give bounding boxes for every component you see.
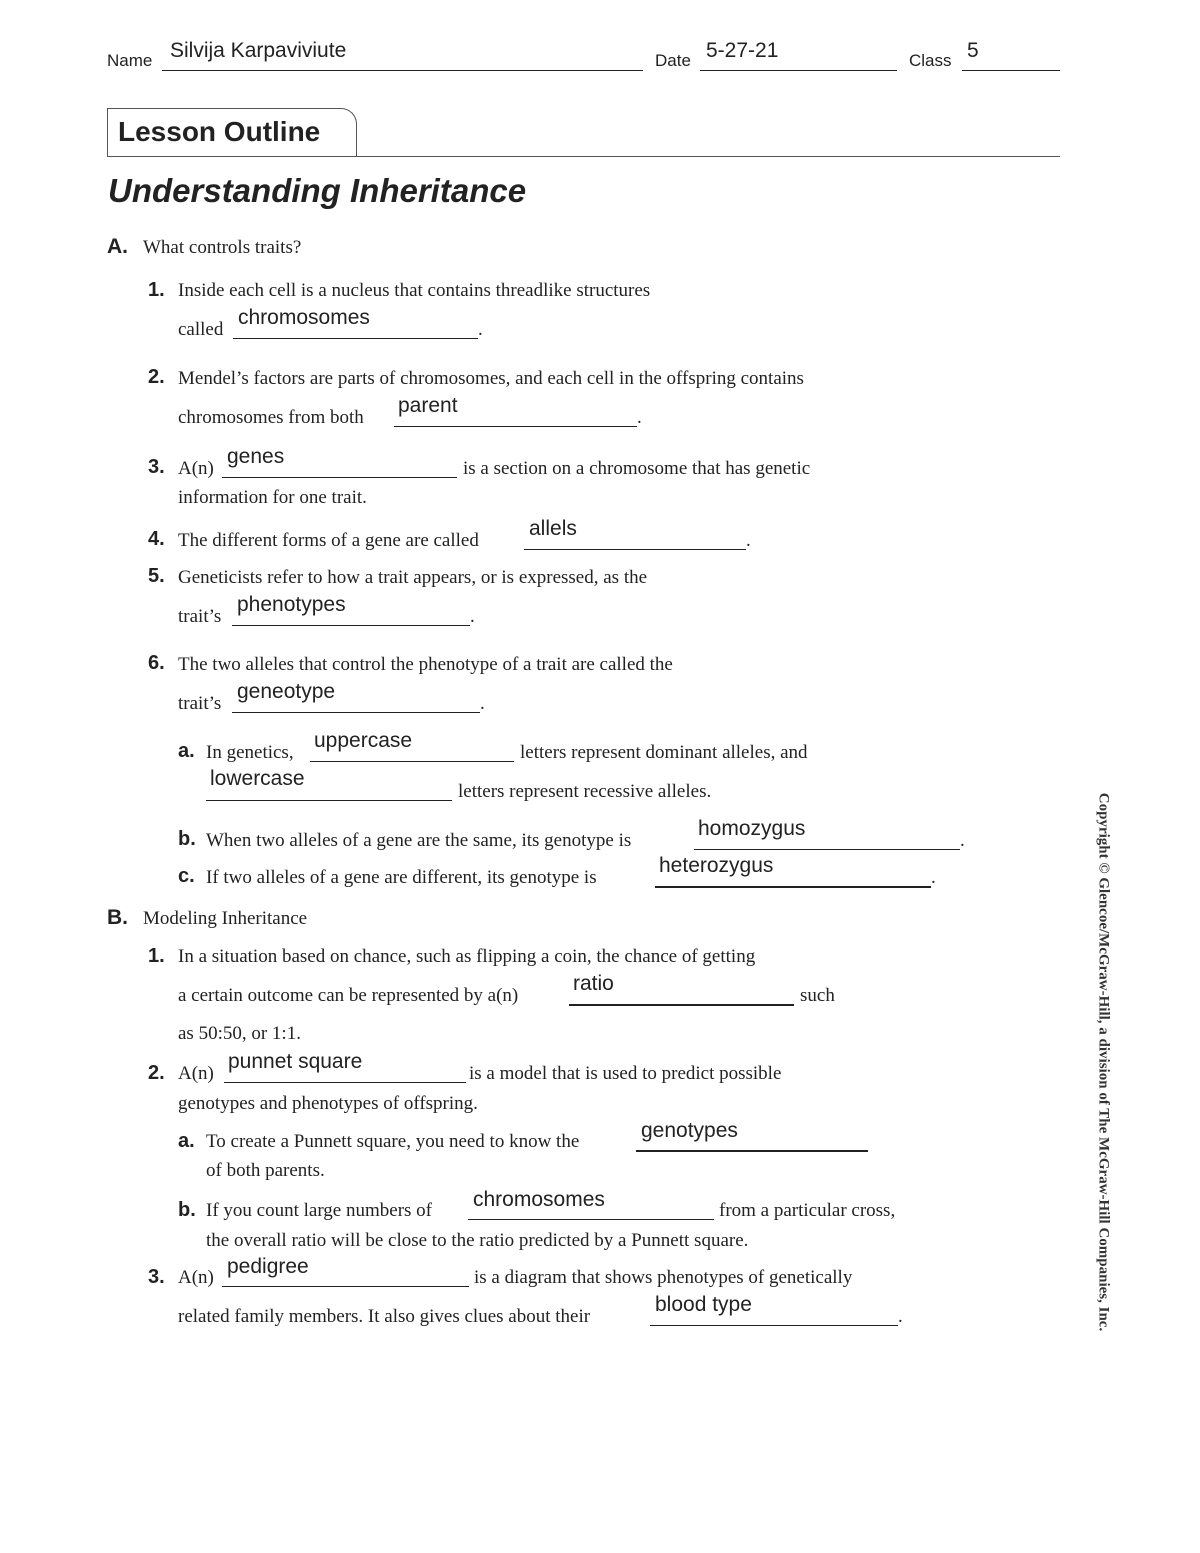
- a6a-letter: a.: [178, 740, 195, 762]
- b1-line1: In a situation based on chance, such as flipping a coin, the chance of getting: [178, 946, 756, 967]
- a1-pre: called: [178, 319, 224, 340]
- b2a-answer-line: [636, 1150, 868, 1152]
- a4-answer-line: [524, 549, 746, 550]
- a6c-answer[interactable]: heterozygus: [659, 854, 774, 877]
- b3-answer2[interactable]: blood type: [655, 1293, 752, 1316]
- class-field-line: [962, 70, 1060, 71]
- copyright-notice: Copyright © Glencoe/McGraw-Hill, a division of The McGraw-Hill Companies, Inc.: [1095, 792, 1112, 1332]
- name-label: Name: [107, 51, 153, 70]
- a1-line1: Inside each cell is a nucleus that contains threadlike structures: [178, 280, 651, 301]
- b2-answer[interactable]: punnet square: [228, 1050, 363, 1073]
- a6c-post: .: [931, 867, 936, 888]
- a3-number: 3.: [148, 456, 165, 478]
- b2b-pre: If you count large numbers of: [206, 1200, 433, 1221]
- a3-answer-line: [222, 477, 457, 478]
- b3-answer-line: [222, 1286, 469, 1287]
- section-b-heading: Modeling Inheritance: [143, 908, 308, 929]
- b2b-letter: b.: [178, 1199, 196, 1221]
- a3-line2: information for one trait.: [178, 487, 367, 508]
- a6b-post: .: [960, 830, 965, 851]
- b3-post: is a diagram that shows phenotypes of genetically: [474, 1267, 853, 1288]
- a3-post: is a section on a chromosome that has genetic: [463, 458, 811, 479]
- tab-divider: [107, 156, 1060, 157]
- a6b-letter: b.: [178, 828, 196, 850]
- a4-answer[interactable]: allels: [529, 517, 577, 540]
- a6a-pre: In genetics,: [206, 742, 294, 763]
- a6-pre: trait’s: [178, 693, 222, 714]
- a6-answer[interactable]: geneotype: [237, 680, 336, 703]
- b1-number: 1.: [148, 945, 165, 967]
- a6c-pre: If two alleles of a gene are different, its genotype is: [206, 867, 597, 888]
- a5-answer-line: [232, 625, 470, 626]
- a2-pre: chromosomes from both: [178, 407, 364, 428]
- b2-answer-line: [224, 1082, 466, 1083]
- b2a-pre: To create a Punnett square, you need to know the: [206, 1131, 580, 1152]
- page-title: Understanding Inheritance: [108, 172, 527, 209]
- a4-number: 4.: [148, 528, 165, 550]
- a2-post: .: [637, 407, 642, 428]
- b3-pre: A(n): [178, 1267, 214, 1288]
- a6b-answer-line: [694, 849, 960, 850]
- a1-answer[interactable]: chromosomes: [238, 306, 370, 329]
- a6a-answer2[interactable]: lowercase: [210, 767, 305, 790]
- a6a-mid: letters represent dominant alleles, and: [520, 742, 808, 763]
- a6-post: .: [480, 693, 485, 714]
- date-field[interactable]: 5-27-21: [706, 39, 779, 62]
- b1-post: such: [800, 985, 835, 1006]
- b2b-post: from a particular cross,: [719, 1200, 896, 1221]
- b3-line2-post: .: [898, 1306, 903, 1327]
- a4-post: .: [746, 530, 751, 551]
- a2-answer-line: [394, 426, 637, 427]
- b2-post: is a model that is used to predict possible: [469, 1063, 782, 1084]
- a3-pre: A(n): [178, 458, 214, 479]
- a6-number: 6.: [148, 652, 165, 674]
- a6a-answer1[interactable]: uppercase: [314, 729, 413, 752]
- b2a-line2: of both parents.: [206, 1160, 325, 1181]
- b1-answer[interactable]: ratio: [573, 972, 614, 995]
- a6c-letter: c.: [178, 865, 195, 887]
- section-b-letter: B.: [107, 906, 128, 929]
- a6c-answer-line: [655, 886, 931, 888]
- b1-line3: as 50:50, or 1:1.: [178, 1023, 301, 1044]
- date-field-line: [700, 70, 897, 71]
- a3-answer[interactable]: genes: [227, 445, 285, 468]
- a1-answer-line: [233, 338, 478, 339]
- a5-line1: Geneticists refer to how a trait appears, or is expressed, as the: [178, 567, 648, 588]
- a1-post: .: [478, 319, 483, 340]
- b2b-line2: the overall ratio will be close to the ratio predicted by a Punnett square.: [206, 1230, 749, 1251]
- a6-line1: The two alleles that control the phenotype of a trait are called the: [178, 654, 673, 675]
- b1-pre: a certain outcome can be represented by a(n): [178, 985, 519, 1006]
- a2-line1: Mendel’s factors are parts of chromosomes, and each cell in the offspring contains: [178, 368, 804, 389]
- section-a-heading: What controls traits?: [143, 237, 302, 258]
- a2-number: 2.: [148, 366, 165, 388]
- a5-answer[interactable]: phenotypes: [237, 593, 346, 616]
- b3-number: 3.: [148, 1266, 165, 1288]
- b2a-letter: a.: [178, 1130, 195, 1152]
- a5-number: 5.: [148, 565, 165, 587]
- section-a-letter: A.: [107, 235, 128, 258]
- lesson-outline-label: Lesson Outline: [118, 116, 321, 147]
- b2-pre: A(n): [178, 1063, 214, 1084]
- b2-number: 2.: [148, 1062, 165, 1084]
- a6a-answer1-line: [310, 761, 514, 762]
- a5-pre: trait’s: [178, 606, 222, 627]
- a6a-answer2-line: [206, 800, 452, 801]
- a6-answer-line: [232, 712, 480, 713]
- a1-number: 1.: [148, 279, 165, 301]
- a6a-post: letters represent recessive alleles.: [458, 781, 712, 802]
- b2-line2: genotypes and phenotypes of offspring.: [178, 1093, 478, 1114]
- b2a-answer[interactable]: genotypes: [641, 1119, 738, 1142]
- a5-post: .: [470, 606, 475, 627]
- b3-answer[interactable]: pedigree: [227, 1255, 309, 1278]
- b3-answer2-line: [650, 1325, 898, 1326]
- class-label: Class: [909, 51, 952, 70]
- b2b-answer-line: [468, 1219, 714, 1220]
- a6b-answer[interactable]: homozygus: [698, 817, 806, 840]
- name-field-line: [162, 70, 643, 71]
- b1-answer-line: [569, 1004, 794, 1006]
- name-field[interactable]: Silvija Karpaviviute: [170, 39, 347, 62]
- class-field[interactable]: 5: [967, 39, 979, 62]
- a6b-pre: When two alleles of a gene are the same, its genotype is: [206, 830, 632, 851]
- b2b-answer[interactable]: chromosomes: [473, 1188, 605, 1211]
- a4-pre: The different forms of a gene are called: [178, 530, 479, 551]
- date-label: Date: [655, 51, 691, 70]
- b3-line2-pre: related family members. It also gives clues about their: [178, 1306, 591, 1327]
- a2-answer[interactable]: parent: [398, 394, 458, 417]
